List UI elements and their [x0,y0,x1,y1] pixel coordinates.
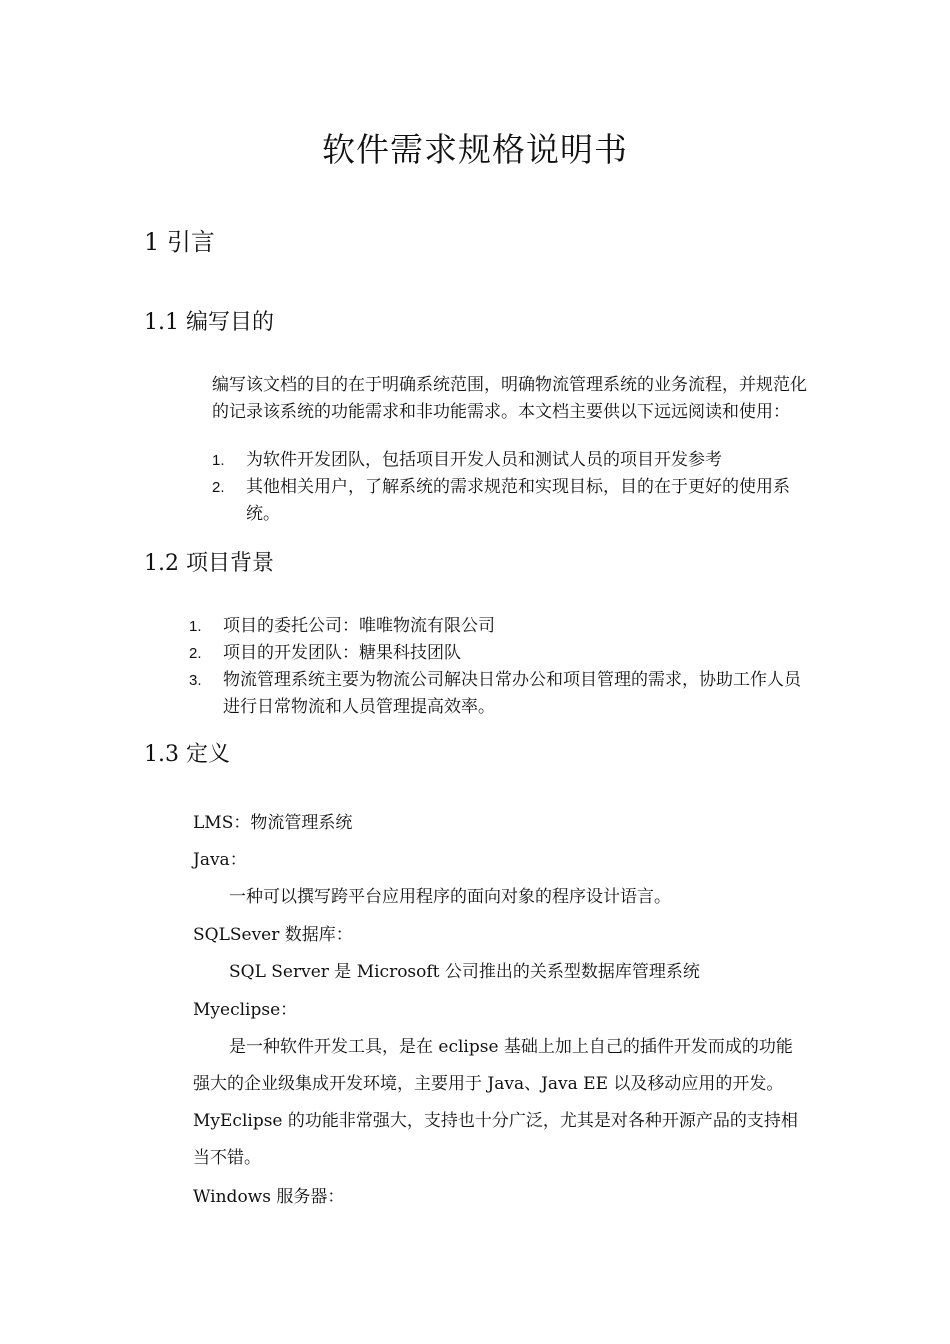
list-item [189,613,804,640]
definition-term-java: Java： [193,850,247,870]
definition-lms: LMS：物流管理系统 [193,813,353,833]
list-text: 项目的委托公司：唯唯物流有限公司 [223,616,495,636]
definition-term-windows-server: Windows 服务器： [193,1187,345,1207]
section-heading-introduction: 1 引言 [144,228,215,256]
list-item [189,640,804,667]
definition-desc-myeclipse: 是一种软件开发工具，是在 eclipse 基础上加上自己的插件开发而成的功能强大的企业级集成开发环境，主要用于 Java、Java EE 以及移动应用的开发。MyEclipse 的功能非常强大，支持也十分广泛，尤其是对各种开源产品的支持相当不错。 [193,1037,798,1168]
section-heading-background: 1.2 项目背景 [144,551,274,576]
list-number: 3. [189,672,202,689]
document-title: 软件需求规格说明书 [322,130,628,169]
background-list [189,613,804,721]
list-text: 其他相关用户，了解系统的需求规范和实现目标，目的在于更好的使用系统。 [246,477,790,524]
list-number: 1. [189,618,202,635]
list-number: 1. [212,452,225,469]
list-number: 2. [189,645,202,662]
list-number: 2. [212,479,225,496]
definition-desc-java: 一种可以撰写跨平台应用程序的面向对象的程序设计语言。 [229,887,671,907]
list-item [189,667,804,721]
list-text: 为软件开发团队，包括项目开发人员和测试人员的项目开发参考 [246,450,722,470]
purpose-list [212,447,810,528]
list-text: 项目的开发团队：糖果科技团队 [223,643,461,663]
definition-term-myeclipse: Myeclipse： [193,1000,298,1020]
section-heading-purpose: 1.1 编写目的 [144,310,274,335]
list-item [212,447,810,474]
section-heading-definitions: 1.3 定义 [144,742,230,767]
list-text: 物流管理系统主要为物流公司解决日常办公和项目管理的需求，协助工作人员进行日常物流和人员管理提高效率。 [223,670,801,717]
definition-term-sqlserver: SQLSever 数据库： [193,925,353,945]
purpose-paragraph: 编写该文档的目的在于明确系统范围，明确物流管理系统的业务流程，并规范化的记录该系统的功能需求和非功能需求。本文档主要供以下远远阅读和使用： [212,375,807,422]
list-item [212,474,810,528]
definition-desc-sqlserver: SQL Server 是 Microsoft 公司推出的关系型数据库管理系统 [229,962,700,982]
